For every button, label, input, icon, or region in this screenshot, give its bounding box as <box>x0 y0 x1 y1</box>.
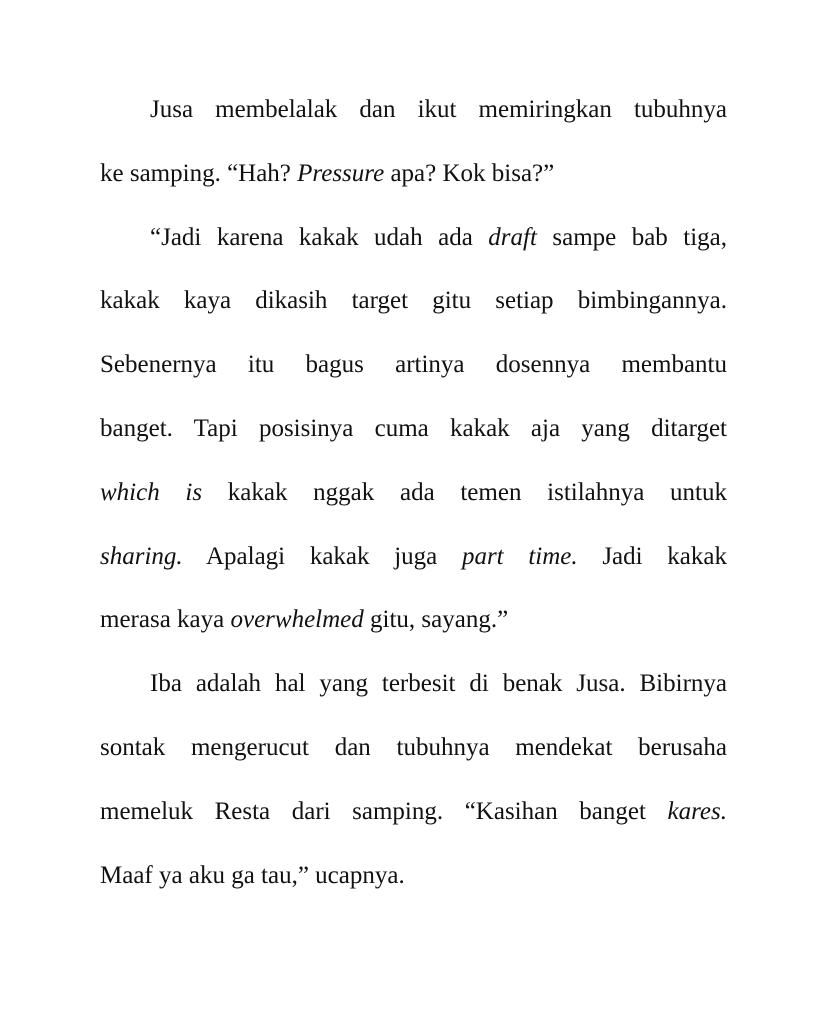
paragraph <box>100 206 727 653</box>
text-line <box>100 780 727 844</box>
text-line <box>100 461 727 525</box>
text-run: Sebenernya itu bagus artinya dosennya membantu <box>100 351 727 379</box>
document-page <box>100 78 727 907</box>
text-line <box>100 269 727 333</box>
text-line <box>100 206 727 270</box>
italic-text: sharing. <box>100 542 183 570</box>
paragraph <box>100 652 727 907</box>
text-line <box>100 525 727 589</box>
text-run: merasa kaya <box>100 606 231 634</box>
italic-text: part time. <box>461 542 578 570</box>
text-line <box>100 333 727 397</box>
text-run: Apalagi kakak juga <box>182 542 462 570</box>
italic-text: Pressure <box>297 159 385 187</box>
text-line <box>100 588 727 652</box>
text-run: Jadi kakak <box>577 542 727 570</box>
italic-text: draft <box>488 223 537 251</box>
text-line <box>100 397 727 461</box>
text-run: Iba adalah hal yang terbesit di benak Jusa. Bibirnya <box>150 670 727 698</box>
text-run: gitu, sayang.” <box>363 606 509 634</box>
text-run: banget. Tapi posisinya cuma kakak aja yang ditarget <box>100 414 727 442</box>
text-line <box>100 652 727 716</box>
text-run: “Jadi karena kakak udah ada <box>150 223 489 251</box>
text-line <box>100 142 727 206</box>
text-run: sampe bab tiga, <box>536 223 727 251</box>
text-run: memeluk Resta dari samping. “Kasihan banget <box>100 797 668 825</box>
italic-text: kares. <box>667 797 727 825</box>
italic-text: which is <box>100 478 203 506</box>
text-run: sontak mengerucut dan tubuhnya mendekat berusaha <box>100 733 727 761</box>
text-run: ke samping. “Hah? <box>100 159 298 187</box>
paragraph <box>100 78 727 206</box>
text-run: kakak nggak ada temen istilahnya untuk <box>202 478 727 506</box>
italic-text: overwhelmed <box>230 606 364 634</box>
text-run: apa? Kok bisa?” <box>384 159 555 187</box>
text-line <box>100 78 727 142</box>
text-run: kakak kaya dikasih target gitu setiap bimbingannya. <box>100 287 727 315</box>
text-line <box>100 844 727 908</box>
text-line <box>100 716 727 780</box>
text-run: Jusa membelalak dan ikut memiringkan tubuhnya <box>150 96 727 123</box>
text-run: Maaf ya aku ga tau,” ucapnya. <box>100 861 405 889</box>
